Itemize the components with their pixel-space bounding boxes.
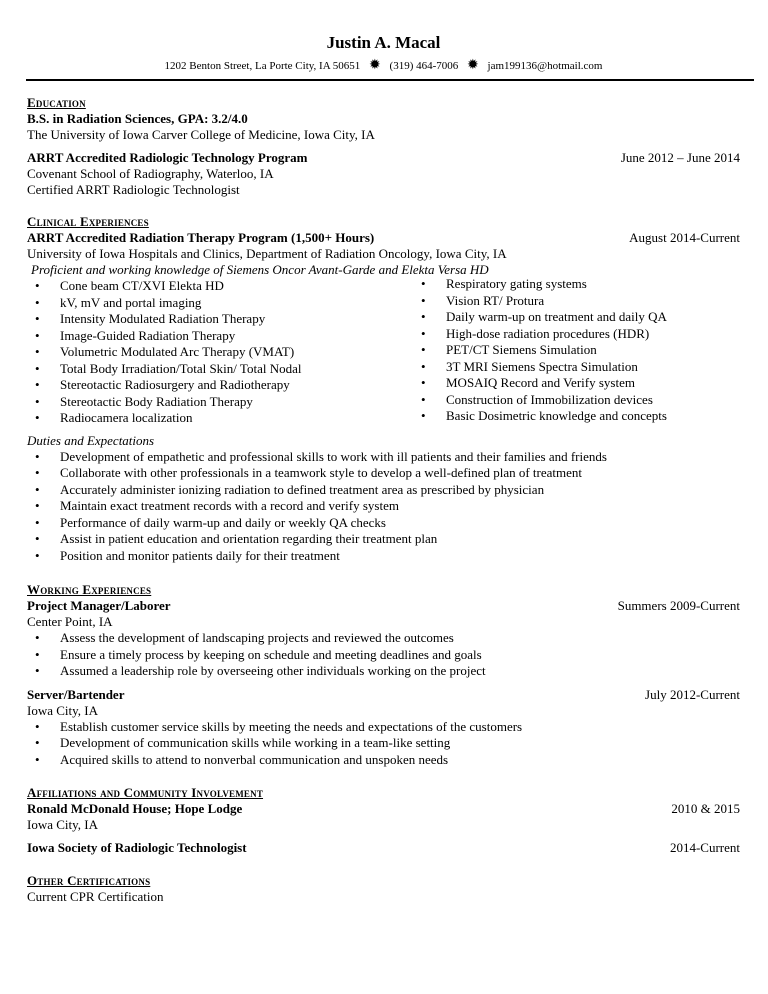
list-item: • Assess the development of landscaping projects and reviewed the outcomes bbox=[27, 630, 740, 647]
program-title: ARRT Accredited Radiologic Technology Program bbox=[27, 150, 308, 165]
program-entry bbox=[27, 150, 740, 198]
job-entry bbox=[27, 687, 740, 769]
header-divider bbox=[26, 79, 754, 81]
skills-right-list bbox=[413, 276, 667, 427]
skills-columns bbox=[27, 278, 740, 427]
list-item: • Total Body Irradiation/Total Skin/ Total Nodal bbox=[27, 361, 413, 378]
list-item: • Respiratory gating systems bbox=[413, 276, 667, 293]
job-location: Center Point, IA bbox=[27, 614, 113, 629]
program-cert: Certified ARRT Radiologic Technologist bbox=[27, 182, 240, 197]
resume-name: Justin A. Macal bbox=[326, 33, 441, 52]
affiliation-dates: 2010 & 2015 bbox=[671, 801, 740, 816]
asterisk-icon: ✹ bbox=[467, 58, 479, 73]
list-item: • Assumed a leadership role by overseeing other individuals working on the project bbox=[27, 663, 740, 680]
duties-label: Duties and Expectations bbox=[27, 432, 155, 448]
list-item: • Collaborate with other professionals in a teamwork style to develop a well-defined plan of treatment bbox=[27, 465, 740, 482]
job-bullets bbox=[27, 630, 740, 680]
list-item: • kV, mV and portal imaging bbox=[27, 295, 413, 312]
job-title: Server/Bartender bbox=[27, 686, 125, 702]
asterisk-icon: ✹ bbox=[369, 58, 381, 73]
list-item: • High-dose radiation procedures (HDR) bbox=[413, 326, 667, 343]
list-item: • Construction of Immobilization devices bbox=[413, 392, 667, 409]
job-dates: Summers 2009-Current bbox=[617, 598, 740, 613]
education-heading: Education bbox=[27, 95, 86, 110]
list-item: • Development of empathetic and professional skills to work with ill patients and their families and friends bbox=[27, 449, 740, 466]
list-item: • Basic Dosimetric knowledge and concepts bbox=[413, 408, 667, 425]
affiliation-entry bbox=[27, 840, 740, 856]
list-item: • Stereotactic Body Radiation Therapy bbox=[27, 394, 413, 411]
program-school: Covenant School of Radiography, Waterloo, IA bbox=[27, 166, 274, 181]
address: 1202 Benton Street, La Porte City, IA 50651 bbox=[164, 60, 361, 72]
list-item: • Vision RT/ Protura bbox=[413, 293, 667, 310]
skills-left-list bbox=[27, 278, 413, 427]
list-item: • PET/CT Siemens Simulation bbox=[413, 342, 667, 359]
working-heading: Working Experiences bbox=[27, 582, 152, 597]
list-item: • Intensity Modulated Radiation Therapy bbox=[27, 311, 413, 328]
job-entry bbox=[27, 598, 740, 680]
degree-entry bbox=[27, 111, 740, 143]
list-item: • Assist in patient education and orientation regarding their treatment plan bbox=[27, 531, 740, 548]
list-item: • Acquired skills to attend to nonverbal communication and unspoken needs bbox=[27, 752, 740, 769]
list-item: • Ensure a timely process by keeping on schedule and meeting deadlines and goals bbox=[27, 647, 740, 664]
list-item: • Development of communication skills while working in a team-like setting bbox=[27, 735, 740, 752]
job-bullets bbox=[27, 719, 740, 769]
email: jam199136@hotmail.com bbox=[487, 60, 603, 72]
list-item: • Stereotactic Radiosurgery and Radiotherapy bbox=[27, 377, 413, 394]
clinical-dates: August 2014-Current bbox=[629, 230, 740, 245]
affiliation-location: Iowa City, IA bbox=[27, 817, 99, 832]
list-item: • Cone beam CT/XVI Elekta HD bbox=[27, 278, 413, 295]
clinical-title: ARRT Accredited Radiation Therapy Program (1,500+ Hours) bbox=[27, 230, 375, 245]
job-location: Iowa City, IA bbox=[27, 702, 99, 718]
list-item: • Accurately administer ionizing radiation to defined treatment area as prescribed by physician bbox=[27, 482, 740, 499]
list-item: • Establish customer service skills by meeting the needs and expectations of the customers bbox=[27, 719, 740, 736]
list-item: • Image-Guided Radiation Therapy bbox=[27, 328, 413, 345]
list-item: • Daily warm-up on treatment and daily QA bbox=[413, 309, 667, 326]
clinical-heading: Clinical Experiences bbox=[27, 214, 149, 229]
affiliations-heading: Affiliations and Community Involvement bbox=[27, 785, 264, 800]
certification-item: Current CPR Certification bbox=[27, 889, 164, 904]
degree-title: B.S. in Radiation Sciences, GPA: 3.2/4.0 bbox=[27, 111, 248, 126]
clinical-proficiency: Proficient and working knowledge of Siemens Oncor Avant-Garde and Elekta Versa HD bbox=[31, 262, 489, 277]
list-item: • 3T MRI Siemens Spectra Simulation bbox=[413, 359, 667, 376]
program-dates: June 2012 – June 2014 bbox=[620, 150, 740, 165]
affiliation-title: Ronald McDonald House; Hope Lodge bbox=[27, 801, 243, 816]
certifications-heading: Other Certifications bbox=[27, 873, 151, 888]
list-item: • Volumetric Modulated Arc Therapy (VMAT) bbox=[27, 344, 413, 361]
list-item: • Position and monitor patients daily for their treatment bbox=[27, 548, 740, 565]
contact-line bbox=[27, 59, 740, 73]
affiliation-entry bbox=[27, 801, 740, 833]
phone: (319) 464-7006 bbox=[389, 60, 459, 72]
affiliation-title: Iowa Society of Radiologic Technologist bbox=[27, 840, 247, 855]
job-dates: July 2012-Current bbox=[645, 686, 740, 702]
list-item: • MOSAIQ Record and Verify system bbox=[413, 375, 667, 392]
degree-school: The University of Iowa Carver College of Medicine, Iowa City, IA bbox=[27, 127, 375, 142]
duties-list bbox=[27, 449, 740, 565]
list-item: • Maintain exact treatment records with a record and verify system bbox=[27, 498, 740, 515]
list-item: • Radiocamera localization bbox=[27, 410, 413, 427]
job-title: Project Manager/Laborer bbox=[27, 598, 171, 613]
clinical-org: University of Iowa Hospitals and Clinics, Department of Radiation Oncology, Iowa City, IA bbox=[27, 246, 507, 261]
affiliation-dates: 2014-Current bbox=[669, 840, 740, 855]
list-item: • Performance of daily warm-up and daily or weekly QA checks bbox=[27, 515, 740, 532]
